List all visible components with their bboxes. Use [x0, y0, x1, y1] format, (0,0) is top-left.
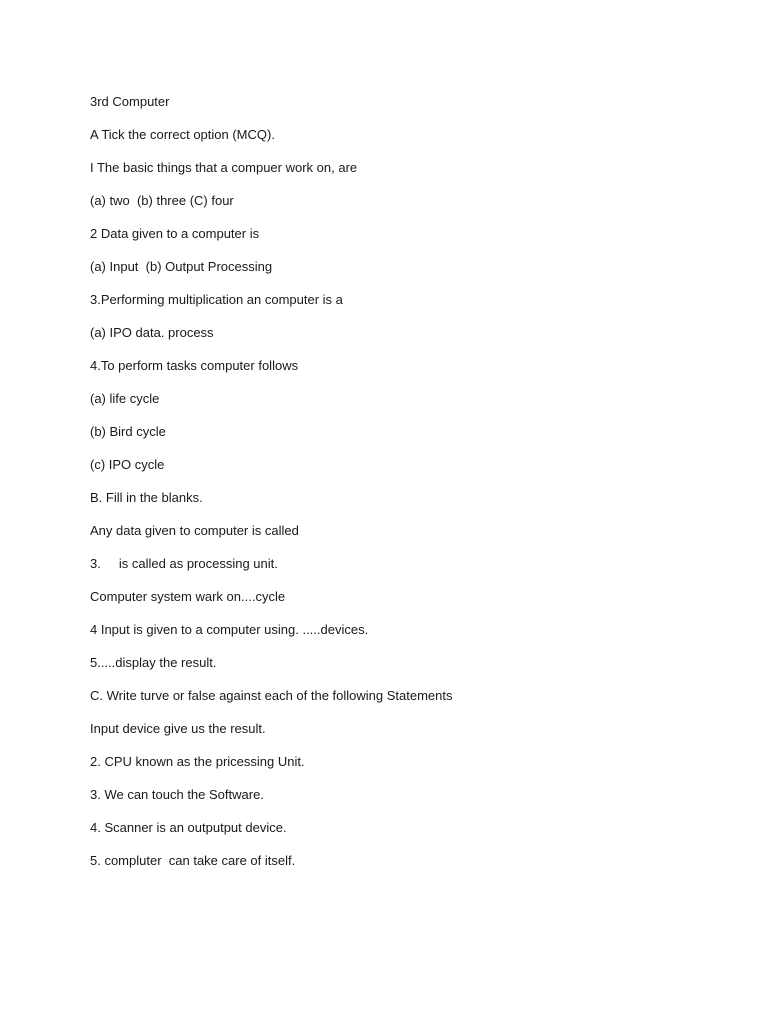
question-2-options: (a) Input (b) Output Processing — [90, 259, 273, 274]
question-4-option-a: (a) life cycle — [90, 391, 160, 406]
statement-5: 5. compluter can take care of itself. — [90, 853, 296, 868]
blank-4: 4 Input is given to a computer using. .....devices. — [90, 622, 369, 637]
question-3-options: (a) IPO data. process — [90, 325, 214, 340]
question-3: 3.Performing multiplication an computer is a — [90, 292, 343, 307]
section-b-heading: B. Fill in the blanks. — [90, 490, 203, 505]
question-4: 4.To perform tasks computer follows — [90, 358, 299, 373]
blank-1: Any data given to computer is called — [90, 523, 299, 538]
question-1-options: (a) two (b) three (C) four — [90, 193, 234, 208]
question-1: I The basic things that a compuer work on, are — [90, 160, 358, 175]
question-2: 2 Data given to a computer is — [90, 226, 260, 241]
document-body — [90, 93, 690, 885]
statement-3: 3. We can touch the Software. — [90, 787, 264, 802]
section-c-heading: C. Write turve or false against each of the following Statements — [90, 688, 453, 703]
question-4-option-c: (c) IPO cycle — [90, 457, 165, 472]
statement-4: 4. Scanner is an outputput device. — [90, 820, 287, 835]
section-a-heading: A Tick the correct option (MCQ). — [90, 127, 275, 142]
statement-1: Input device give us the result. — [90, 721, 266, 736]
statement-2: 2. CPU known as the pricessing Unit. — [90, 754, 305, 769]
blank-2: 3. is called as processing unit. — [90, 556, 278, 571]
question-4-option-b: (b) Bird cycle — [90, 424, 166, 439]
worksheet-title: 3rd Computer — [90, 94, 170, 109]
blank-3: Computer system wark on....cycle — [90, 589, 286, 604]
blank-5: 5.....display the result. — [90, 655, 217, 670]
